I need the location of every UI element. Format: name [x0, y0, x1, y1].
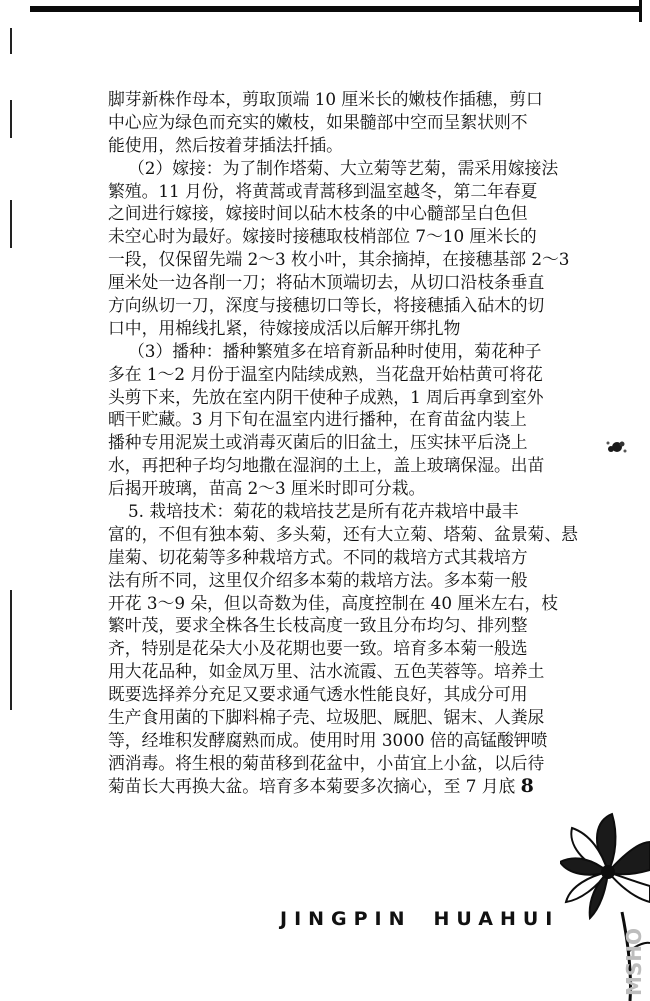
text-line: 能使用，然后按着芽插法扦插。 [108, 134, 343, 155]
corner-mark [639, 0, 642, 22]
watermark [620, 910, 646, 996]
text-line: 晒干贮藏。3 月下旬在温室内进行播种，在育苗盆内装上 [108, 409, 527, 430]
paragraph-sowing-start: （3）播种：播种繁殖多在培育新品种时使用，菊花种子 [128, 340, 542, 361]
footer-word: JINGPIN [280, 908, 412, 930]
text-line: 等，经堆积发酵腐熟而成。使用时用 3000 倍的高锰酸钾喷 [108, 729, 548, 750]
watermark-text: MSHO [622, 927, 646, 996]
text-line: 生产食用菌的下脚料棉子壳、垃圾肥、厩肥、锯末、人粪尿 [108, 707, 545, 728]
scan-margin-line [10, 28, 12, 54]
text-line: 未空心时为最好。嫁接时接穗取枝梢部位 7～10 厘米长的 [108, 226, 537, 247]
text-line: 洒消毒。将生根的菊苗移到花盆中，小苗宜上小盆，以后待 [108, 752, 545, 773]
text-line: 之间进行嫁接，嫁接时间以砧木枝条的中心髓部呈白色但 [108, 203, 528, 224]
top-border-rule [30, 6, 642, 12]
paragraph-cultivation-start: 5. 栽培技术：菊花的栽培技艺是所有花卉栽培中最丰 [128, 501, 519, 522]
paragraph-grafting-start: （2）嫁接：为了制作塔菊、大立菊等艺菊，需采用嫁接法 [128, 157, 559, 178]
text-line: 富的，不但有独本菊、多头菊，还有大立菊、塔菊、盆景菊、悬 [108, 523, 578, 544]
scan-margin-line [10, 590, 12, 710]
text-line: 口中，用棉线扎紧，待嫁接成活以后解开绑扎物 [108, 317, 461, 338]
page-number: 8 [520, 774, 534, 797]
text-line: 开花 3～9 朵，但以奇数为佳，高度控制在 40 厘米左右，枝 [108, 592, 559, 613]
text-line: 既要选择养分充足又要求通气透水性能良好，其成分可用 [108, 684, 528, 705]
text-line: 法有所不同，这里仅介绍多本菊的栽培方法。多本菊一般 [108, 569, 528, 590]
text-line: 厘米处一边各削一刀；将砧木顶端切去，从切口沿枝条垂直 [108, 272, 545, 293]
scan-margin-line [10, 200, 12, 248]
text-line: 多在 1～2 月份于温室内陆续成熟，当花盘开始枯黄可将花 [108, 363, 543, 384]
text-line: 繁叶茂，要求全株各生长枝高度一致且分布均匀、排列整 [108, 615, 528, 636]
text-line: 一段，仅保留先端 2～3 枚小叶，其余摘掉，在接穗基部 2～3 [108, 249, 570, 270]
text-line: 中心应为绿色而充实的嫩枝，如果髓部中空而呈絮状则不 [108, 111, 528, 132]
ink-stain-decoration [600, 432, 632, 462]
text-line: 脚芽新株作母本，剪取顶端 10 厘米长的嫩枝作插穗，剪口 [108, 89, 543, 109]
text-line: 方向纵切一刀，深度与接穗切口等长，将接穗插入砧木的切 [108, 295, 545, 316]
scan-margin-line [10, 100, 12, 138]
text-line: 用大花品种，如金凤万里、沽水流霞、五色芙蓉等。培养土 [108, 661, 545, 682]
text-line: 播种专用泥炭土或消毒灭菌后的旧盆土，压实抹平后浇上 [108, 432, 528, 453]
text-line: 头剪下来，先放在室内阴干使种子成熟，1 周后再拿到室外 [108, 386, 544, 407]
text-line: 崖菊、切花菊等多种栽培方式。不同的栽培方式其栽培方 [108, 546, 528, 567]
text-line: 齐，特别是花朵大小及花期也要一致。培育多本菊一般选 [108, 638, 528, 659]
footer-word: HUAHUI [433, 908, 560, 930]
text-line: 后揭开玻璃，苗高 2～3 厘米时即可分栽。 [108, 478, 426, 499]
last-text-line [108, 775, 560, 798]
text-line: 繁殖。11 月份，将黄蒿或青蒿移到温室越冬，第二年春夏 [108, 180, 538, 201]
body-text [108, 88, 578, 798]
footer-title [280, 908, 559, 930]
text-line-content: 菊苗长大再换大盆。培育多本菊要多次摘心，至 7 月底 [108, 775, 516, 796]
text-line: 水，再把种子均匀地撒在湿润的土上，盖上玻璃保湿。出苗 [108, 455, 545, 476]
